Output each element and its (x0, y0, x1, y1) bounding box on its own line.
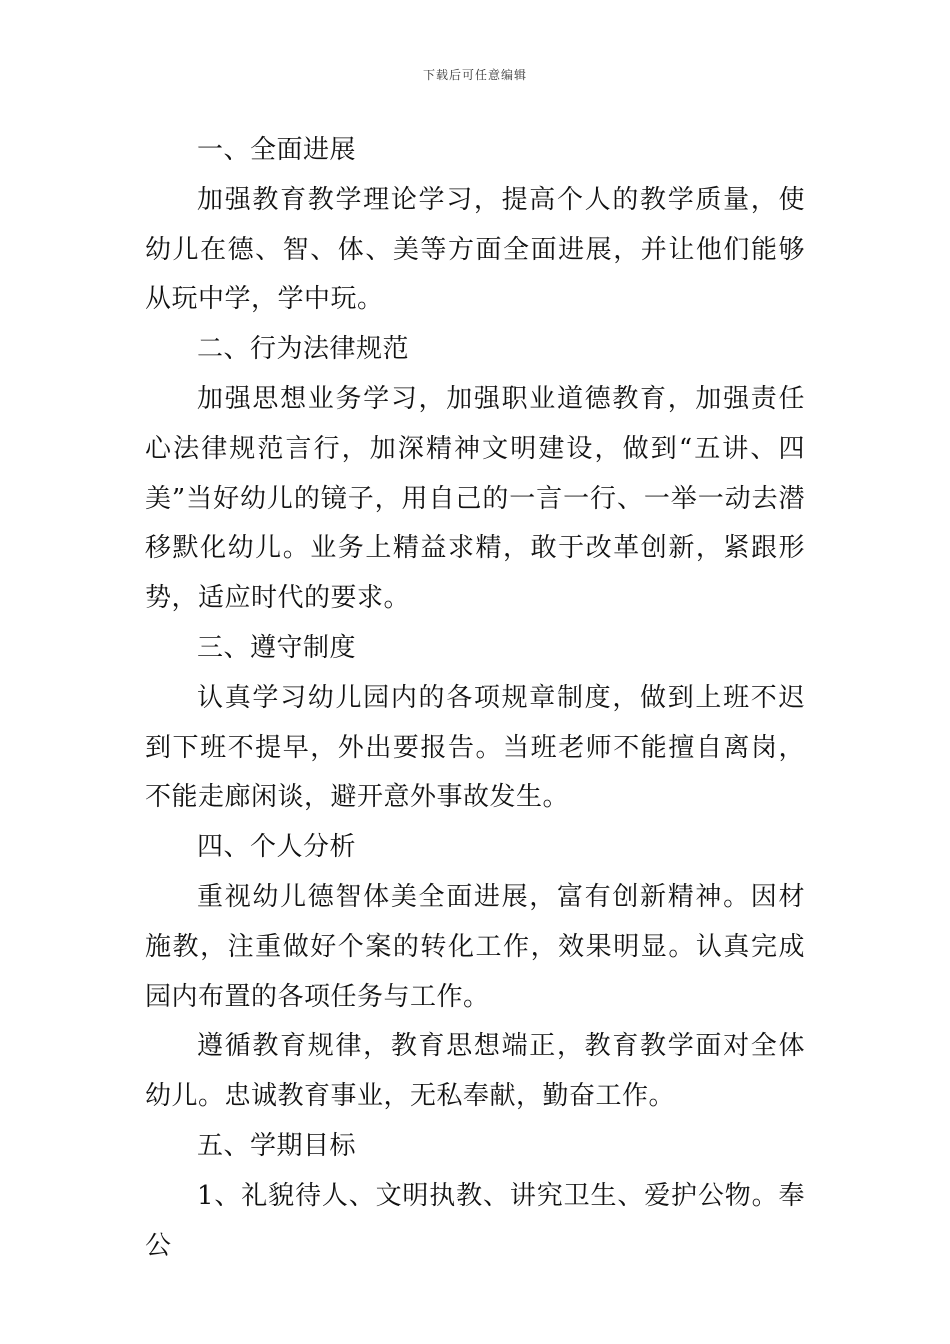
page-header: 下载后可任意编辑 (422, 68, 527, 82)
paragraph-3: 认真学习幼儿园内的各项规章制度，做到上班不迟到下班不提早，外出要报告。当班老师不能擅自离岗，不能走廊闲谈，避开意外事故发生。 (145, 682, 805, 813)
section-heading-3: 三、遵守制度 (197, 632, 357, 663)
section-heading-4: 四、个人分析 (197, 832, 357, 863)
document-body (145, 126, 805, 1271)
paragraph-6: 1、礼貌待人、文明执教、讲究卫生、爱护公物。奉公 (145, 1180, 805, 1261)
paragraph-4: 重视幼儿德智体美全面进展，富有创新精神。因材施教，注重做好个案的转化工作，效果明显。认真完成园内布置的各项任务与工作。 (145, 881, 805, 1012)
paragraph-1: 加强教育教学理论学习，提高个人的教学质量，使幼儿在德、智、体、美等方面全面进展，并让他们能够从玩中学，学中玩。 (145, 184, 805, 315)
section-heading-1: 一、全面进展 (197, 135, 357, 165)
section-heading-2: 二、行为法律规范 (197, 334, 410, 365)
paragraph-2: 加强思想业务学习，加强职业道德教育，加强责任心法律规范言行，加深精神文明建设，做到“五讲、四美”当好幼儿的镜子，用自己的一言一行、一举一动去潜移默化幼儿。业务上精益求精，敢于改革创新，紧跟形势，适应时代的要求。 (145, 383, 805, 614)
paragraph-5: 遵循教育规律，教育思想端正，教育教学面对全体幼儿。忠诚教育事业，无私奉献，勤奋工作。 (145, 1031, 805, 1112)
section-heading-5: 五、学期目标 (197, 1130, 357, 1161)
